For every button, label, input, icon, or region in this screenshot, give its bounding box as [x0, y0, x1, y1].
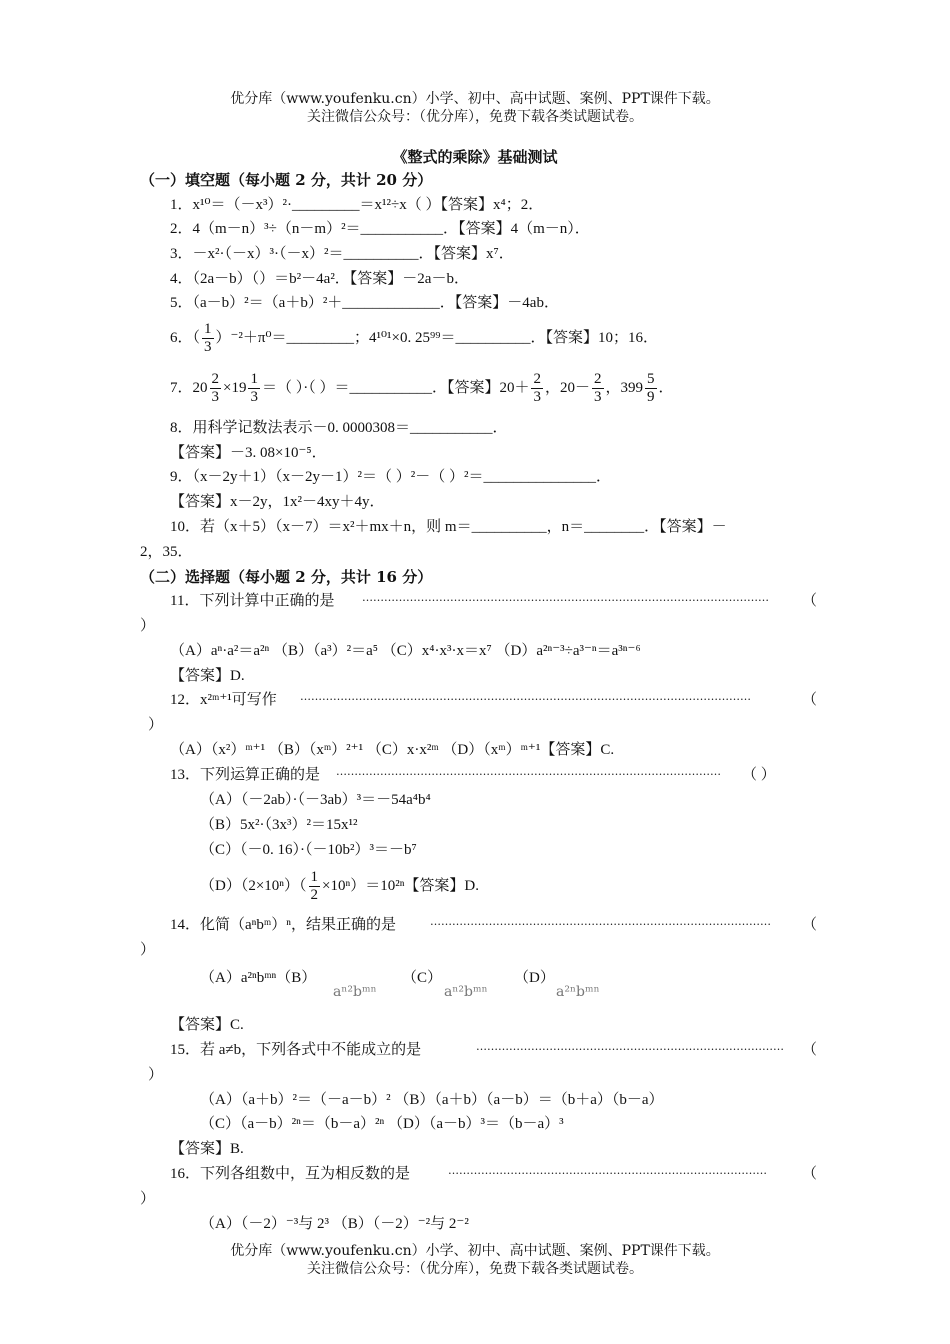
q7-frac-3 [531, 371, 543, 406]
q7-f3-den: 3 [533, 389, 541, 406]
leader-dots: …………………………………………………………………………………………… [336, 765, 721, 778]
leader-dots: ………………………………………………………………………………………………… [362, 591, 769, 604]
q11-paren-close: ） [140, 618, 156, 634]
q7-part-d: ，20－ [544, 380, 590, 396]
q7-part-f: ． [658, 380, 674, 396]
question-15-options-ab: （A）（a＋b）²＝（－a－b）² （B）（a＋b）（a－b）＝（b＋a）（b－a） [200, 1092, 664, 1108]
q6-fraction [202, 321, 214, 356]
question-15-answer: 【答案】B. [170, 1141, 244, 1157]
question-13: 13．下列运算正确的是 [170, 767, 321, 783]
question-2: 2．4（m－n）³÷（n－m）²＝___________．【答案】4（m－n）． [170, 221, 590, 237]
q7-f5-num: 5 [647, 371, 655, 388]
q7-part-b: ×19 [223, 380, 247, 396]
q16-paren-close: ） [140, 1191, 156, 1207]
question-7 [170, 368, 674, 408]
section-fill-heading: （一）填空题（每小题 2 分，共计 20 分） [140, 171, 433, 189]
q7-f1-den: 3 [211, 389, 220, 406]
question-13-option-d [200, 866, 479, 906]
q13d-frac-den: 2 [310, 887, 319, 904]
q11-paren-open: （ [802, 593, 818, 609]
q14-paren-close: ） [140, 942, 156, 958]
q13-paren: （ ） [742, 767, 776, 783]
question-16-options: （A）（－2）⁻³与 2³ （B）（－2）⁻²与 2⁻² [200, 1216, 469, 1232]
q13d-fraction [309, 869, 321, 904]
q7-f4-num: 2 [594, 371, 602, 388]
question-1: 1．x¹⁰＝（－x³）²·_________＝x¹²÷x（ ）【答案】x⁴；2． [170, 197, 544, 213]
q7-f2-den: 3 [250, 389, 258, 406]
question-15-options-cd: （C）（a－b）²ⁿ＝（b－a）²ⁿ （D）（a－b）³＝（b－a）³ [200, 1116, 564, 1132]
q7-frac-1 [210, 371, 222, 406]
q13d-suffix: ×10ⁿ）＝10²ⁿ【答案】D. [322, 878, 480, 894]
q7-frac-2 [248, 371, 260, 406]
question-16: 16．下列各组数中，互为相反数的是 [170, 1166, 411, 1182]
question-14-answer: 【答案】C. [170, 1017, 244, 1033]
question-4: 4．（2a－b）（）＝b²－4a²．【答案】－2a－b． [170, 271, 469, 287]
header-line-1: 优分库（www.youfenku.cn）小学、初中、高中试题、案例、PPT课件下载。 [230, 91, 720, 107]
question-13-option-a: （A）（－2ab）·（－3ab）³＝－54a⁴b⁴ [200, 792, 431, 808]
question-15: 15．若 a≠b，下列各式中不能成立的是 [170, 1042, 422, 1058]
q13d-prefix: （D）（2×10ⁿ）（ [200, 878, 307, 894]
q7-frac-5 [645, 371, 657, 406]
question-14-option-d-formula: a²ⁿbᵐⁿ [556, 984, 600, 1000]
q7-f2-num: 1 [250, 371, 258, 388]
footer-line-2: 关注微信公众号：（优分库），免费下载各类试题试卷。 [307, 1261, 643, 1277]
leader-dots: ………………………………………………………………………… [476, 1040, 784, 1053]
q15-paren-open: （ [802, 1042, 818, 1058]
header-line-2: 关注微信公众号：（优分库），免费下载各类试题试卷。 [307, 109, 643, 125]
q6-frac-den: 3 [204, 339, 212, 356]
question-10-continued: 2，35． [140, 544, 193, 560]
question-13-option-c: （C）（－0. 16）·（－10b²）³＝－b⁷ [200, 842, 417, 858]
q13d-frac-num: 1 [310, 869, 319, 886]
question-10: 10．若（x＋5）（x－7）＝x²＋mx＋n，则 m＝__________，n＝________．【答案】－ [170, 519, 727, 535]
question-12: 12．x²ᵐ⁺¹可写作 [170, 692, 277, 708]
question-3: 3．－x²·（－x）³·（－x）²＝__________．【答案】x⁷． [170, 246, 514, 262]
q6-suffix: ）⁻²＋π⁰＝_________；4¹⁰¹×0. 25⁹⁹＝__________．【答案】10；16． [215, 330, 658, 346]
q7-f4-den: 3 [594, 389, 602, 406]
q6-frac-num: 1 [204, 321, 212, 338]
question-14: 14．化简（aⁿbᵐ）ⁿ，结果正确的是 [170, 917, 396, 933]
question-9: 9．（x－2y＋1）（x－2y－1）²＝（ ）²－（ ）²＝_______________． [170, 469, 611, 485]
q15-paren-close: ） [148, 1067, 164, 1083]
q16-paren-open: （ [802, 1166, 818, 1182]
question-12-options: （A）（x²）ᵐ⁺¹ （B）（xᵐ）²⁺¹ （C）x·x²ᵐ （D）（xᵐ）ᵐ⁺¹【答案】C. [170, 742, 615, 758]
question-9-answer: 【答案】x－2y，1x²－4xy＋4y． [170, 494, 385, 510]
question-14-option-c-label: （C） [402, 970, 443, 986]
question-14-option-b-formula: aⁿ²bᵐⁿ [333, 984, 377, 1000]
question-11: 11．下列计算中正确的是 [170, 593, 335, 609]
q14-paren-open: （ [802, 917, 818, 933]
q7-part-a: 7．20 [170, 380, 208, 396]
question-14-option-c-formula: aⁿ²bᵐⁿ [444, 984, 488, 1000]
section-choice-heading: （二）选择题（每小题 2 分，共计 16 分） [140, 568, 433, 586]
q6-prefix: 6．（ [170, 330, 201, 346]
question-8-answer: 【答案】－3. 08×10⁻⁵． [170, 445, 327, 461]
question-13-option-b: （B）5x²·（3x³）²＝15x¹² [200, 817, 358, 833]
question-6 [170, 318, 658, 358]
q7-frac-4 [592, 371, 604, 406]
q12-paren-open: （ [802, 692, 818, 708]
leader-dots: …………………………………………………………………………… [448, 1164, 767, 1177]
leader-dots: ………………………………………………………………………………… [430, 915, 771, 928]
q7-part-e: ，399 [605, 380, 644, 396]
question-5: 5．（a－b）²＝（a＋b）²＋_____________．【答案】－4ab． [170, 295, 559, 311]
q7-f3-num: 2 [533, 371, 541, 388]
q7-f5-den: 9 [647, 389, 655, 406]
footer-line-1: 优分库（www.youfenku.cn）小学、初中、高中试题、案例、PPT课件下载。 [230, 1243, 720, 1259]
page-title: 《整式的乘除》基础测试 [392, 148, 558, 166]
question-14-option-a: （A）a²ⁿbᵐⁿ（B） [200, 970, 317, 986]
q12-paren-close: ） [148, 717, 164, 733]
leader-dots: …………………………………………………………………………………………………………… [300, 690, 751, 703]
q7-f1-num: 2 [211, 371, 220, 388]
question-8: 8．用科学记数法表示－0. 0000308＝___________． [170, 420, 508, 436]
q7-part-c: ＝（ ）·（ ）＝___________．【答案】20＋ [261, 380, 530, 396]
question-11-answer: 【答案】D. [170, 668, 245, 684]
question-11-options: （A）aⁿ·a²＝a²ⁿ （B）（a³）²＝a⁵ （C）x⁴·x³·x＝x⁷ （D）a²ⁿ⁻³÷a³⁻ⁿ＝a³ⁿ⁻⁶ [170, 643, 641, 659]
question-14-option-d-label: （D） [514, 970, 555, 986]
